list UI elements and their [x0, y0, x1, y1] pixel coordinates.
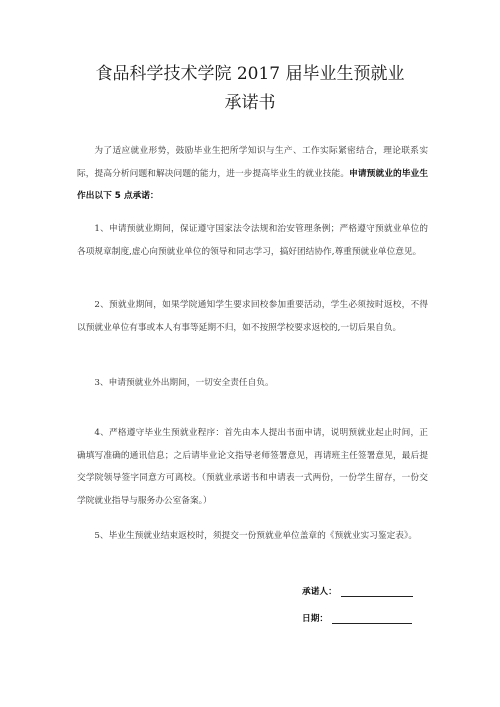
date-signature-line[interactable] — [332, 613, 412, 624]
commitment-item-2-text: 2、预就业期间，如果学院通知学生要求回校参加重要活动，学生必须按时返校，不得以预就业单位有事或本人有事等延期不归，如不按照学校要求返校的,一切后果自负。 — [77, 300, 428, 333]
intro-text: 为了适应就业形势，鼓励毕业生把所学知识与生产、工作实际紧密结合，理论联系实际，提高分析问题和解决问题的能力，进一步提高毕业生的就业技能。 — [77, 146, 428, 179]
promiser-signature — [302, 585, 413, 597]
document-subtitle: 承诺书 — [224, 93, 276, 113]
commitment-item-3 — [77, 372, 428, 395]
document-body — [77, 140, 428, 208]
commitment-item-1-text: 1、申请预就业期间，保证遵守国家法令法规和治安管理条例；严格遵守预就业单位的各项规章制度,虚心向预就业单位的领导和同志学习，搞好团结协作,尊重预就业单位意见。 — [77, 224, 428, 257]
intro-bold-text: 申请预就业的毕业生作出以下 5 点承诺： — [77, 168, 429, 201]
commitment-item-1 — [77, 218, 428, 263]
promiser-label: 承诺人： — [302, 587, 337, 597]
commitment-item-4-text: 4、严格遵守毕业生预就业程序：首先由本人提出书面申请，说明预就业起止时间，正确填写准确的通讯信息；之后请毕业论文指导老师签署意见，再请班主任签署意见，最后提交学院领导签字同意方可离校。（预就业承诺书和申请表一式两份，一份学生留存，一份交学院就业指导与服务办公室备案。） — [77, 428, 428, 506]
commitment-item-5-text: 5、毕业生预就业结束返校时，须提交一份预就业单位盖章的《预就业实习鉴定表》。 — [94, 531, 418, 541]
commitment-item-4 — [77, 422, 428, 512]
commitment-item-2 — [77, 294, 428, 339]
date-signature — [302, 612, 412, 624]
document-title: 食品科学技术学院 2017 届毕业生预就业 — [95, 64, 405, 84]
commitment-item-3-text: 3、申请预就业外出期间，一切安全责任自负。 — [94, 378, 274, 388]
commitment-item-5 — [77, 525, 428, 548]
promiser-signature-line[interactable] — [341, 586, 413, 597]
date-label: 日期： — [302, 614, 329, 624]
intro-paragraph — [77, 140, 428, 208]
